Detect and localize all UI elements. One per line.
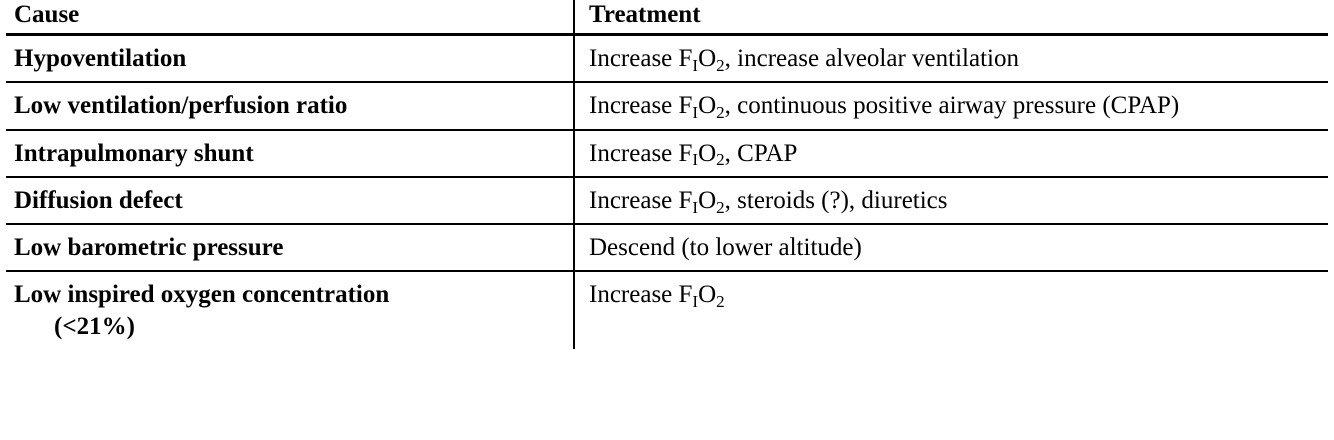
treatment-prefix: Increase F <box>589 281 693 309</box>
fio2-sub-2: 2 <box>716 103 725 122</box>
cell-cause <box>6 224 574 271</box>
cell-cause <box>6 35 574 83</box>
treatment-prefix: Increase F <box>589 139 693 167</box>
cell-cause <box>6 177 574 224</box>
fio2-sub-2: 2 <box>716 197 725 217</box>
cell-treatment <box>574 130 1328 177</box>
treatment-prefix: Increase F <box>589 92 693 120</box>
cause-text: Diffusion defect <box>14 186 183 214</box>
table-body <box>6 35 1328 349</box>
fio2-o: O <box>698 139 717 167</box>
table-row <box>6 177 1328 224</box>
cell-cause <box>6 82 574 129</box>
treatment-text-after: , steroids (?), diuretics <box>724 186 948 214</box>
fio2-o: O <box>698 281 717 309</box>
cell-treatment <box>574 224 1328 271</box>
fio2-sub-i: I <box>692 150 699 170</box>
fio2-sub-i: I <box>692 55 699 75</box>
cause-text: Low ventilation/perfusion ratio <box>14 92 348 120</box>
table-row <box>6 224 1328 271</box>
treatment-text-before <box>589 139 725 170</box>
table-row <box>6 82 1328 129</box>
table-row <box>6 271 1328 349</box>
cell-treatment <box>574 177 1328 224</box>
cell-cause <box>6 271 574 349</box>
table-header-row <box>6 0 1328 35</box>
fio2-sub-2: 2 <box>716 150 725 170</box>
column-header-cause: Cause <box>6 0 574 35</box>
cell-treatment <box>574 82 1328 129</box>
table-row <box>6 130 1328 177</box>
cause-text: Low barometric pressure <box>14 234 284 261</box>
treatment-text-before <box>589 186 725 217</box>
cell-treatment <box>574 35 1328 83</box>
cell-cause <box>6 130 574 177</box>
treatment-text-after: , continuous positive airway pressure (CPAP) <box>724 92 1180 120</box>
fio2-sub-i: I <box>692 197 699 217</box>
fio2-sub-2: 2 <box>716 55 725 75</box>
cell-treatment <box>574 271 1328 349</box>
cause-text: Hypoventilation <box>14 45 187 72</box>
treatment-text-before <box>589 281 725 311</box>
cause-text: Intrapulmonary shunt <box>14 139 254 167</box>
treatment-text-before <box>589 45 725 75</box>
treatment-prefix: Increase F <box>589 186 693 214</box>
table-header <box>6 0 1328 35</box>
treatment-text-before: Descend (to lower altitude) <box>589 234 862 261</box>
hypoxemia-causes-table <box>6 0 1328 349</box>
fio2-o: O <box>698 186 717 214</box>
treatment-prefix: Increase F <box>589 45 693 72</box>
fio2-o: O <box>698 92 717 120</box>
treatment-text-before <box>589 92 725 122</box>
fio2-sub-i: I <box>692 103 699 122</box>
column-header-treatment: Treatment <box>574 0 1328 35</box>
fio2-sub-2: 2 <box>716 292 725 311</box>
treatment-text-after: , CPAP <box>724 139 798 167</box>
cause-text: Low inspired oxygen concentration <box>14 281 390 309</box>
table-row <box>6 35 1328 83</box>
fio2-sub-i: I <box>692 292 699 311</box>
fio2-o: O <box>698 45 717 72</box>
treatment-text-after: , increase alveolar ventilation <box>724 45 1019 72</box>
cause-subtext: (<21%) <box>54 312 135 340</box>
